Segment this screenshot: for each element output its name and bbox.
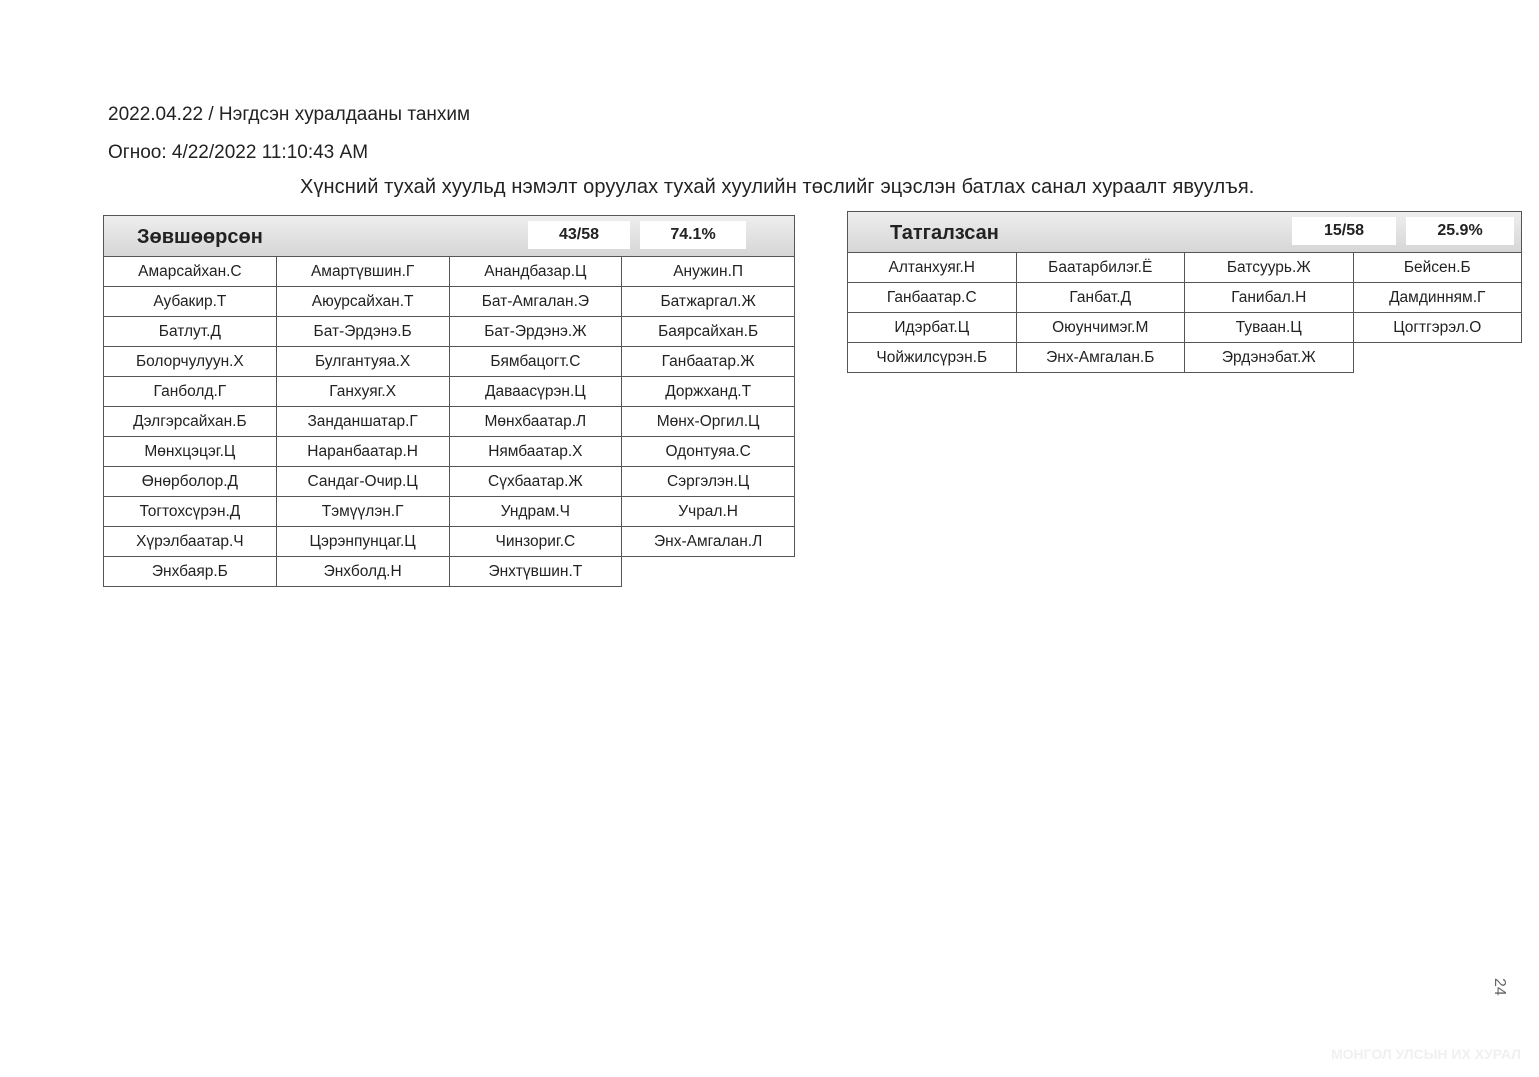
approved-count: 43/58	[528, 221, 630, 249]
name-cell: Бейсен.Б	[1354, 253, 1523, 283]
name-cell: Бат-Эрдэнэ.Ж	[450, 317, 623, 347]
session-info: 2022.04.22 / Нэгдсэн хуралдааны танхим	[108, 104, 471, 125]
page-number: 24	[1491, 978, 1508, 996]
name-cell: Энхболд.Н	[277, 557, 450, 587]
name-cell: Доржханд.Т	[622, 377, 795, 407]
approved-names-table	[103, 257, 795, 587]
name-cell: Өнөрболор.Д	[104, 467, 277, 497]
name-cell: Эрдэнэбат.Ж	[1185, 343, 1354, 373]
name-cell: Мөнх-Оргил.Ц	[622, 407, 795, 437]
name-cell: Идэрбат.Ц	[848, 313, 1017, 343]
name-cell: Булгантуяа.Х	[277, 347, 450, 377]
name-cell: Мөнхбаатар.Л	[450, 407, 623, 437]
motion-title: Хүнсний тухай хуульд нэмэлт оруулах тухай хуулийн төслийг эцэслэн батлах санал хураалт явуулъя.	[300, 176, 1255, 198]
name-cell: Ганибал.Н	[1185, 283, 1354, 313]
name-cell: Даваасүрэн.Ц	[450, 377, 623, 407]
name-cell: Занданшатар.Г	[277, 407, 450, 437]
name-cell: Одонтуяа.С	[622, 437, 795, 467]
approved-panel	[103, 215, 795, 587]
name-cell: Тэмүүлэн.Г	[277, 497, 450, 527]
rejected-count: 15/58	[1292, 217, 1396, 245]
name-cell: Амартүвшин.Г	[277, 257, 450, 287]
rejected-header	[847, 211, 1522, 253]
rejected-names-table	[847, 253, 1522, 373]
name-cell: Ганбат.Д	[1017, 283, 1186, 313]
name-cell: Ундрам.Ч	[450, 497, 623, 527]
name-cell: Учрал.Н	[622, 497, 795, 527]
name-cell: Энхтүвшин.Т	[450, 557, 623, 587]
name-cell: Наранбаатар.Н	[277, 437, 450, 467]
name-cell: Сэргэлэн.Ц	[622, 467, 795, 497]
name-cell: Мөнхцэцэг.Ц	[104, 437, 277, 467]
rejected-label: Татгалзсан	[890, 222, 999, 244]
name-cell: Алтанхуяг.Н	[848, 253, 1017, 283]
name-cell: Чойжилсүрэн.Б	[848, 343, 1017, 373]
name-cell: Ганхуяг.Х	[277, 377, 450, 407]
name-cell: Батжаргал.Ж	[622, 287, 795, 317]
name-cell: Аубакир.Т	[104, 287, 277, 317]
name-cell: Ганболд.Г	[104, 377, 277, 407]
rejected-panel	[847, 211, 1522, 373]
approved-percent: 74.1%	[640, 221, 746, 249]
watermark: МОНГОЛ УЛСЫН ИХ ХУРАЛ	[1330, 1046, 1521, 1062]
name-cell: Цогтгэрэл.О	[1354, 313, 1523, 343]
rejected-percent: 25.9%	[1406, 217, 1514, 245]
name-cell: Хүрэлбаатар.Ч	[104, 527, 277, 557]
name-cell: Энхбаяр.Б	[104, 557, 277, 587]
name-cell: Баатарбилэг.Ё	[1017, 253, 1186, 283]
name-cell: Бат-Эрдэнэ.Б	[277, 317, 450, 347]
name-cell: Чинзориг.С	[450, 527, 623, 557]
name-cell: Сүхбаатар.Ж	[450, 467, 623, 497]
name-cell: Энх-Амгалан.Л	[622, 527, 795, 557]
name-cell: Батлут.Д	[104, 317, 277, 347]
name-cell: Болорчулуун.Х	[104, 347, 277, 377]
name-cell: Бат-Амгалан.Э	[450, 287, 623, 317]
name-cell: Батсуурь.Ж	[1185, 253, 1354, 283]
name-cell: Ганбаатар.Ж	[622, 347, 795, 377]
name-cell: Бямбацогт.С	[450, 347, 623, 377]
name-cell: Анужин.П	[622, 257, 795, 287]
name-cell: Амарсайхан.С	[104, 257, 277, 287]
approved-label: Зөвшөөрсөн	[137, 226, 263, 248]
vote-timestamp: Огноо: 4/22/2022 11:10:43 AM	[108, 142, 369, 163]
name-cell: Дэлгэрсайхан.Б	[104, 407, 277, 437]
name-cell: Нямбаатар.Х	[450, 437, 623, 467]
name-cell: Ганбаатар.С	[848, 283, 1017, 313]
name-cell: Цэрэнпунцаг.Ц	[277, 527, 450, 557]
name-cell: Тогтохсүрэн.Д	[104, 497, 277, 527]
approved-header	[103, 215, 795, 257]
name-cell: Баярсайхан.Б	[622, 317, 795, 347]
name-cell: Дамдинням.Г	[1354, 283, 1523, 313]
name-cell: Оюунчимэг.М	[1017, 313, 1186, 343]
name-cell: Энх-Амгалан.Б	[1017, 343, 1186, 373]
name-cell: Сандаг-Очир.Ц	[277, 467, 450, 497]
name-cell: Аюурсайхан.Т	[277, 287, 450, 317]
name-cell: Туваан.Ц	[1185, 313, 1354, 343]
name-cell: Анандбазар.Ц	[450, 257, 623, 287]
